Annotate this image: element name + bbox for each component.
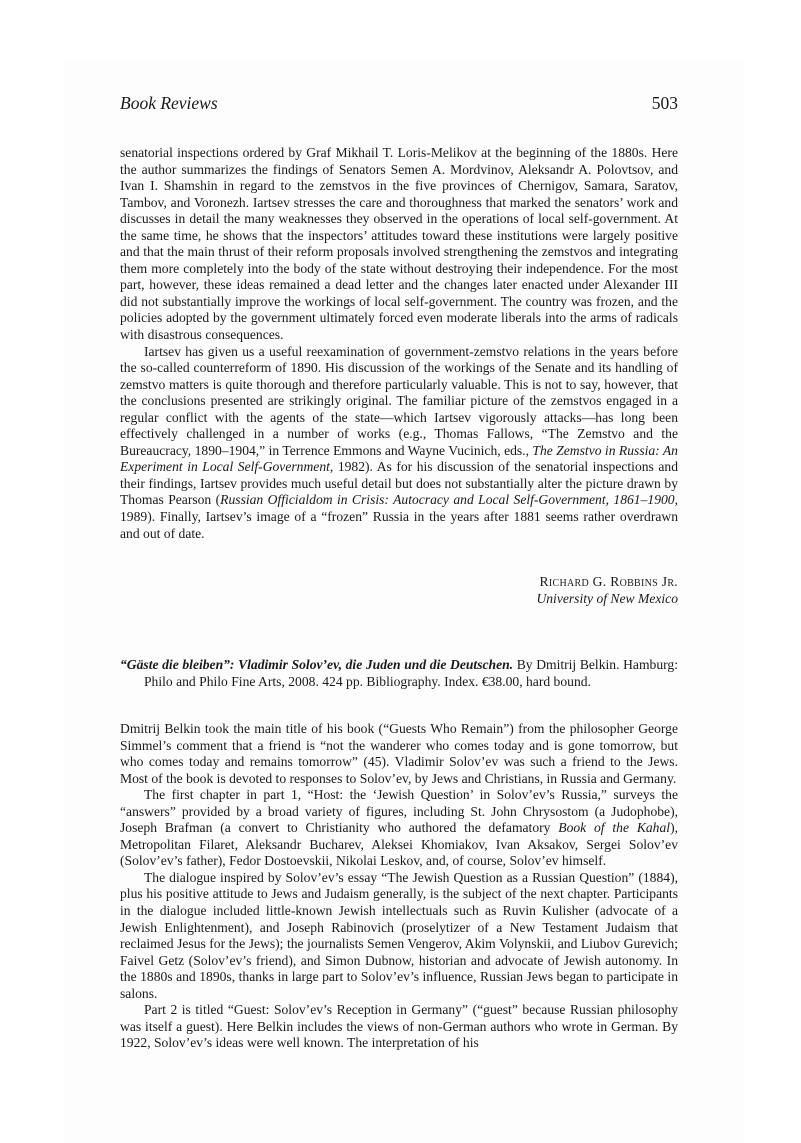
reviewer-affiliation: University of New Mexico	[536, 591, 678, 606]
reviewer-name: Richard G. Robbins Jr.	[539, 574, 678, 589]
paragraph	[120, 1002, 678, 1052]
review-2-citation	[120, 657, 678, 690]
paragraph	[120, 787, 678, 870]
paragraph	[120, 145, 678, 344]
paragraph	[120, 721, 678, 787]
page-number: 503	[651, 93, 678, 113]
text-run: Part 2 is titled “Guest: Solov’ev’s Reception in Germany” (“guest” because Russian philosophy was itself a guest). Here Belkin includes the views of non-German authors who wrote in German. By 1922, Solov’ev’s ideas were well known. The interpretation of his	[120, 1002, 678, 1051]
book-title: Russian Officialdom in Crisis: Autocracy and Local Self-Government, 1861–1900,	[220, 492, 678, 508]
text-run: Iartsev has given us a useful reexamination of government-zemstvo relations in the years before the so-called counterreform of 1890. His discussion of the workings of the Senate and its handling of zemstvo matters is quite thorough and therefore particularly valuable. This is not to say, however, that the conclusions presented are strikingly original. The familiar picture of the zemstvos engaged in a regular conflict with the agents of the state—which Iartsev vigorously attacks—has long been effectively challenged in a number of works (e.g., Thomas Fallows, “The Zemstvo and the Bureaucracy, 1890–1904,” in Terrence Emmons and Wayne Vucinich, eds.,	[120, 343, 678, 458]
text-run: The first chapter in part 1, “Host: the ‘Jewish Question’ in Solov’ev’s Russia,” surveys the “answers” provided by a broad variety of figures, including St. John Chrysostom (a Judophobe), Joseph Brafman (a convert to Christianity who authored the defamatory	[120, 787, 678, 836]
text-run: ), Metropolitan Filaret, Aleksandr Bucharev, Aleksei Khomiakov, Ivan Aksakov, Sergei Solov’ev (Solov’ev’s father), Fedor Dostoevskii, Nikolai Leskov, and, of course, Solov’ev himself.	[120, 820, 678, 869]
running-head	[120, 93, 678, 117]
review-2-body	[120, 721, 678, 1052]
paragraph	[120, 870, 678, 1002]
book-title: Book of the Kahal	[558, 820, 671, 836]
text-run: Dmitrij Belkin took the main title of his book (“Guests Who Remain”) from the philosopher George Simmel’s comment that a friend is “not the wanderer who comes today and is gone tomorrow, but who comes today and remains tomorrow” (45). Vladimir Solov’ev was such a friend to the Jews. Most of the book is devoted to responses to Solov’ev, by Jews and Christians, in Russia and Germany.	[120, 721, 678, 786]
running-head-section: Book Reviews	[120, 93, 218, 113]
citation-title: “Gäste die bleiben”: Vladimir Solov’ev, die Juden und die Deutschen.	[120, 657, 514, 672]
text-run: The dialogue inspired by Solov’ev’s essay “The Jewish Question as a Russian Question” (1884), plus his positive attitude to Jews and Judaism generally, is the subject of the next chapter. Participants in the dialogue included little-known Jewish intellectuals such as Ruvin Kulisher (advocate of a Jewish Enlightenment), and Joseph Rabinovich (proselytizer of a New Testament Judaism that reclaimed Jesus for the Jews); the journalists Semen Vengerov, Akim Volynskii, and Liubov Gurevich; Faivel Getz (Solov’ev’s friend), and Simon Dubnow, historian and advocate of Jewish autonomy. In the 1880s and 1890s, thanks in large part to Solov’ev’s influence, Russian Jews began to participate in salons.	[120, 869, 678, 1001]
reviewer-signature	[400, 573, 678, 607]
text-run: senatorial inspections ordered by Graf Mikhail T. Loris-Melikov at the beginning of the 1880s. Here the author summarizes the findings of Senators Semen A. Mordvinov, Aleksandr A. Polovtsov, and Ivan I. Shamshin in regard to the zemstvos in the five provinces of Chernigov, Samara, Saratov, Tambov, and Voronezh. Iartsev stresses the care and thoroughness that marked the senators’ work and discusses in detail the many weaknesses they observed in the operations of local self-government. At the same time, he shows that the inspectors’ attitudes toward these institutions were largely positive and that the main thrust of their reform proposals involved strengthening the zemstvos and integrating them more completely into the body of the state without destroying their independence. For the most part, however, these ideas remained a dead letter and the changes later enacted under Alexander III did not substantially improve the workings of local self-government. The country was frozen, and the policies adopted by the government ultimately forced even moderate liberals into the arms of radicals with disastrous consequences.	[120, 145, 678, 343]
text-run: 1982). As for his discussion of the senatorial inspections and their findings, Iartsev provides much useful detail but does not substantially alter the picture drawn by Thomas Pearson (	[120, 459, 678, 508]
book-title: The Zemstvo in Russia: An Experiment in Local Self-Government,	[120, 442, 678, 475]
citation-details: By Dmitrij Belkin. Hamburg: Philo and Philo Fine Arts, 2008. 424 pp. Bibliography. Index. €38.00, hard bound.	[144, 657, 678, 689]
text-run: 1989). Finally, Iartsev’s image of a “frozen” Russia in the years after 1881 seems rather overdrawn and out of date.	[120, 509, 678, 541]
paragraph	[120, 344, 678, 543]
review-1-body	[120, 145, 678, 542]
